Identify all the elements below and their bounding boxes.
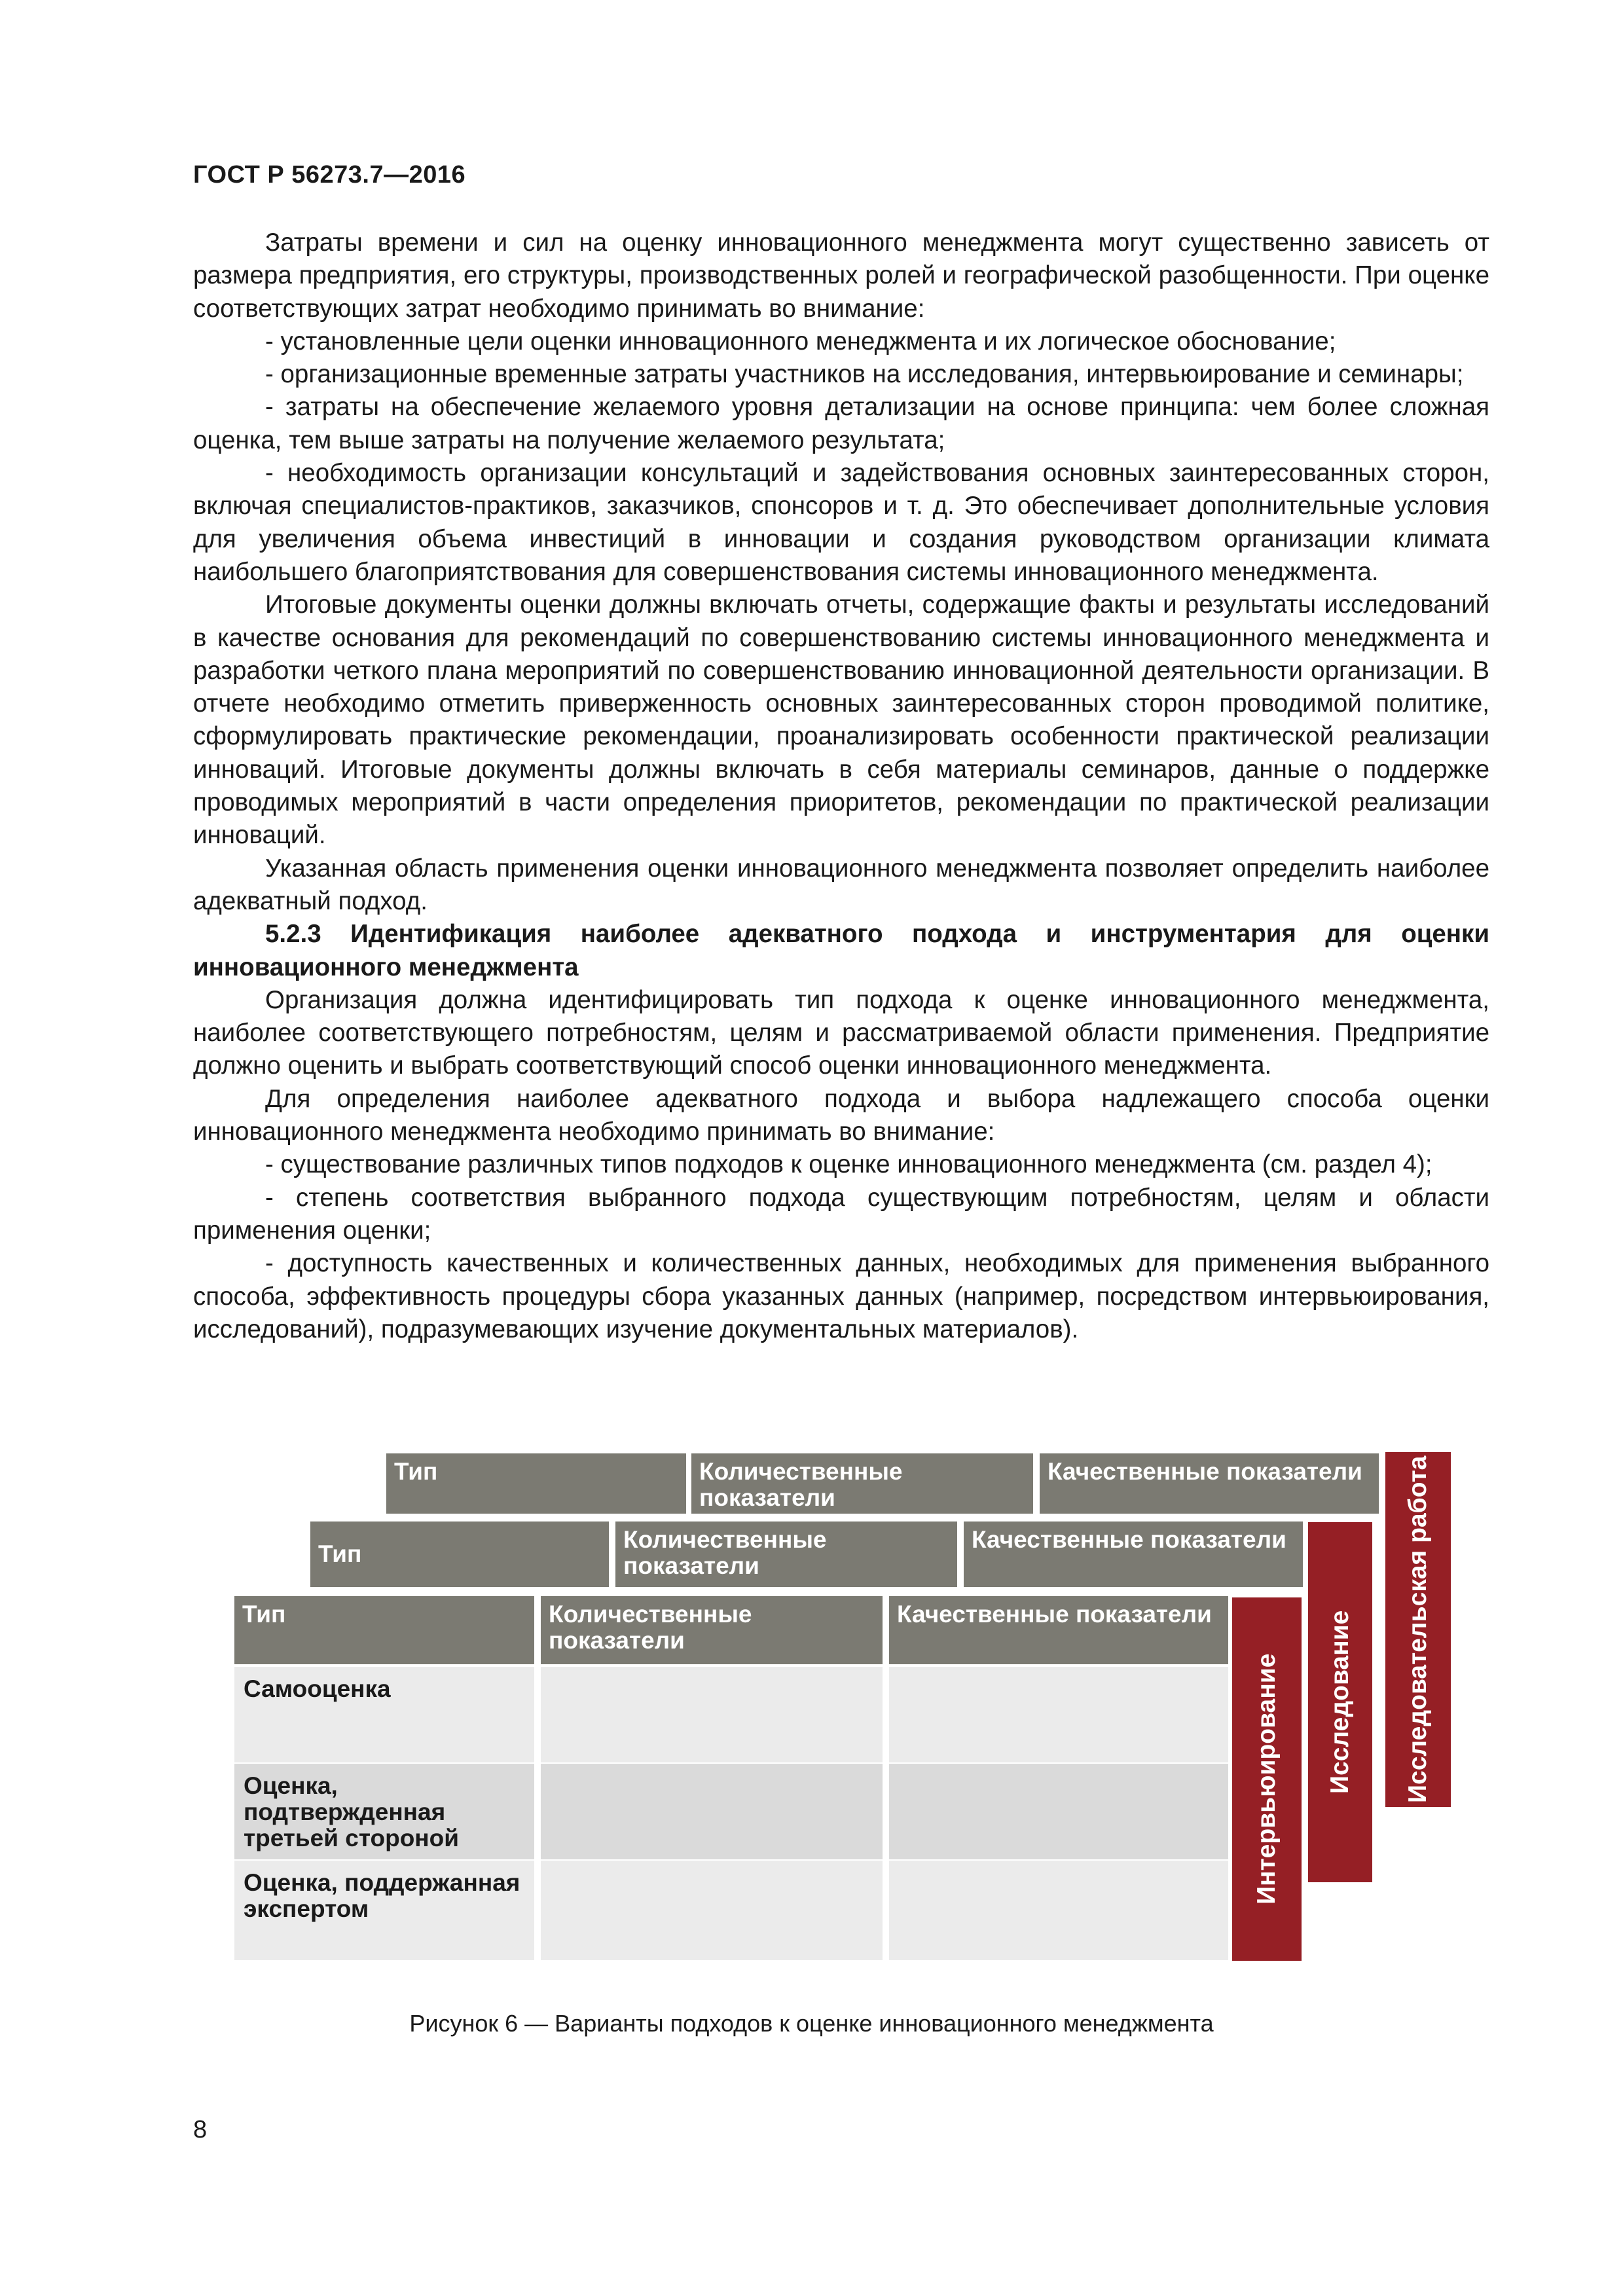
bullet-item: - существование различных типов подходов к оценке инновационного менеджмента (см. раздел 4); (265, 1150, 1432, 1179)
document-id-header: ГОСТ Р 56273.7—2016 (193, 161, 466, 189)
cell-third-party-quant (541, 1764, 883, 1859)
cell-third-party-qual (889, 1764, 1228, 1859)
back-layer-qual-header: Качественные показатели (1040, 1453, 1379, 1514)
back-layer-type-header: Тип (386, 1453, 686, 1514)
method-bar-interview (1232, 1597, 1302, 1961)
bullet-item: - организационные временные затраты участников на исследования, интервьюирование и семинары; (265, 360, 1464, 389)
cell-self-qual (889, 1667, 1228, 1762)
row-expert-assessment: Оценка, поддержанная экспертом (234, 1861, 534, 1960)
row-third-party-assessment: Оценка, подтвержденная третьей стороной (234, 1764, 534, 1859)
bullet-item: - степень соответствия выбранного подхода существующим потребностям, целям и области применения оценки; (193, 1183, 1489, 1245)
page-number: 8 (193, 2116, 208, 2143)
cell-expert-quant (541, 1861, 883, 1960)
front-layer-type-header: Тип (234, 1596, 534, 1664)
paragraph: Затраты времени и сил на оценку инновационного менеджмента могут существенно зависеть от размера предприятия, его структуры, производственных ролей и географической разобщенности. При оценке соответствующих затрат необходимо принимать во внимание: (193, 228, 1489, 323)
figure-caption: Рисунок 6 — Варианты подходов к оценке инновационного менеджмента (409, 2010, 1214, 2037)
method-bar-research (1308, 1522, 1372, 1882)
paragraph: Указанная область применения оценки инновационного менеджмента позволяет определить наиболее адекватный подход. (193, 854, 1489, 915)
middle-layer-qual-header: Качественные показатели (964, 1522, 1303, 1587)
paragraph: Организация должна идентифицировать тип подхода к оценке инновационного менеджмента, наиболее соответствующего потребностям, целям и рассматриваемой области применения. Предприятие должно оценить и выбрать соответствующий способ оценки инновационного менеджмента. (193, 985, 1489, 1080)
middle-layer-quant-header: Количественные показатели (615, 1522, 957, 1587)
bullet-item: - доступность качественных и количественных данных, необходимых для применения выбранного способа, эффективность процедуры сбора указанных данных (например, посредством интервьюирования, исследований), подразумевающих изучение документальных материалов). (193, 1249, 1489, 1343)
front-layer-quant-header: Количественные показатели (541, 1596, 883, 1664)
front-layer-qual-header: Качественные показатели (889, 1596, 1228, 1664)
middle-layer-type-header: Тип (310, 1522, 609, 1587)
body-text (193, 227, 1489, 1346)
method-bar-research-work (1385, 1452, 1451, 1807)
method-label-research: Исследование (1326, 1610, 1354, 1795)
method-label-research-work: Исследовательская работа (1404, 1455, 1432, 1804)
cell-self-quant (541, 1667, 883, 1762)
subsection-heading: 5.2.3 Идентификация наиболее адекватного подхода и инструментария для оценки инновационного менеджмента (193, 920, 1489, 981)
paragraph: Для определения наиболее адекватного подхода и выбора надлежащего способа оценки инновационного менеджмента необходимо принимать во внимание: (193, 1084, 1489, 1146)
bullet-item: - установленные цели оценки инновационного менеджмента и их логическое обоснование; (265, 327, 1336, 355)
bullet-item: - затраты на обеспечение желаемого уровня детализации на основе принципа: чем более сложная оценка, тем выше затраты на получение желаемого результата; (193, 393, 1489, 454)
cell-expert-qual (889, 1861, 1228, 1960)
bullet-item: - необходимость организации консультаций и задействования основных заинтересованных сторон, включая специалистов-практиков, заказчиков, спонсоров и т. д. Это обеспечивает дополнительные условия для увеличения объема инвестиций в инновации и создания руководством организации климата наибольшего благоприятствования для совершенствования системы инновационного менеджмента. (193, 459, 1489, 586)
back-layer-quant-header: Количественные показатели (691, 1453, 1033, 1514)
row-self-assessment: Самооценка (234, 1667, 534, 1762)
paragraph: Итоговые документы оценки должны включать отчеты, содержащие факты и результаты исследований в качестве основания для рекомендаций по совершенствованию системы инновационного менеджмента и разработки четкого плана мероприятий по совершенствованию инновационной деятельности организации. В отчете необходимо отметить приверженность основных заинтересованных сторон проводимой политике, сформулировать практические рекомендации, проанализировать особенности практической реализации инноваций. Итоговые документы должны включать в себя материалы семинаров, данные о поддержке проводимых мероприятий в части определения приоритетов, рекомендации по практической реализации инноваций. (193, 591, 1489, 850)
method-label-interview: Интервьюирование (1252, 1653, 1281, 1905)
